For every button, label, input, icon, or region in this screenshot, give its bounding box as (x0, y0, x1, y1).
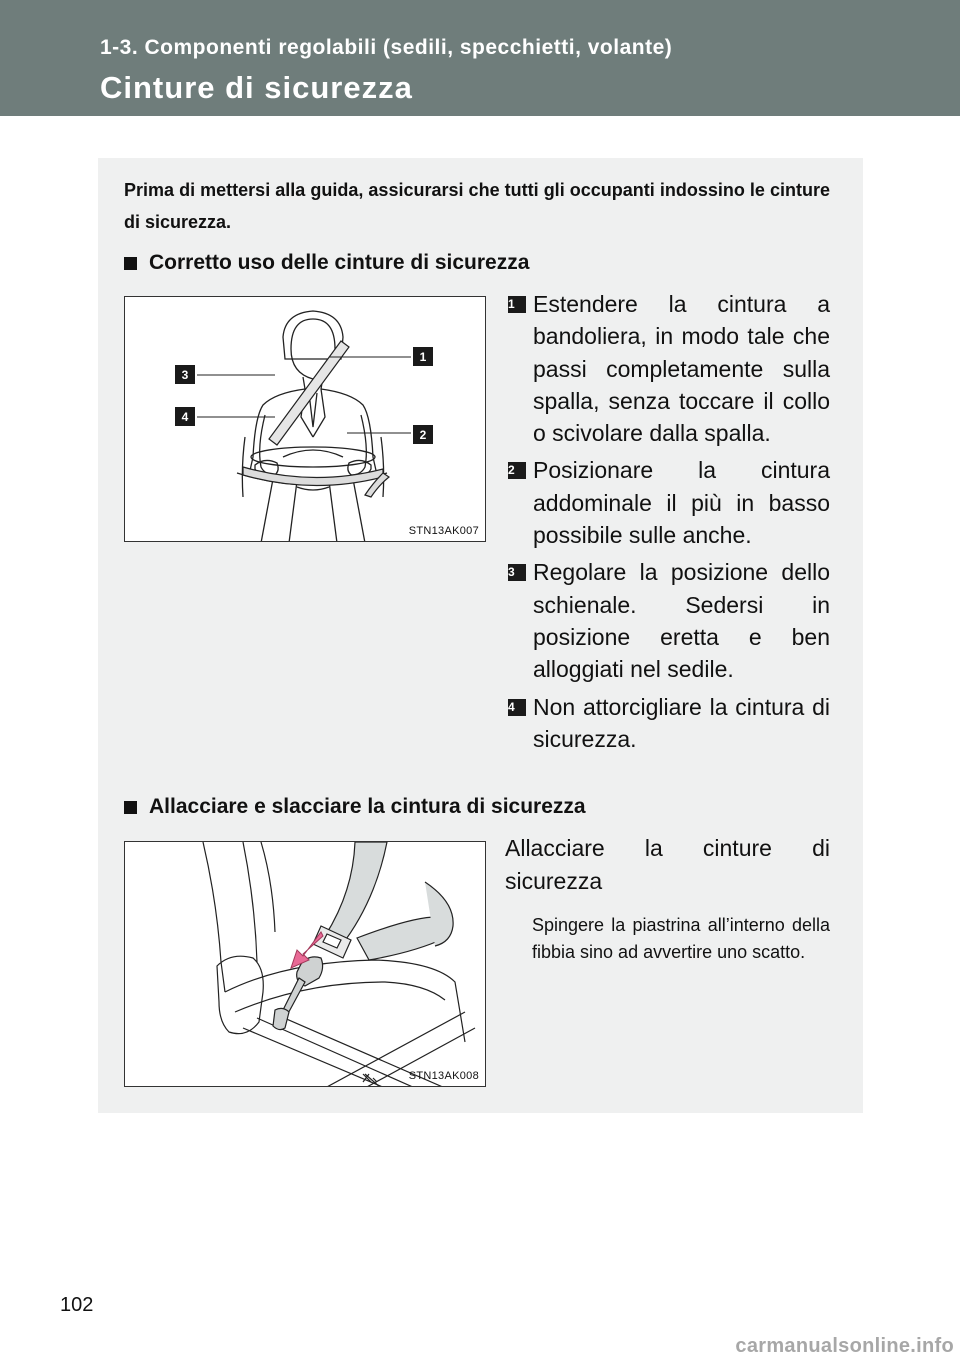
callout-badge-3 (175, 365, 195, 384)
svg-text:2: 2 (419, 428, 427, 442)
section2-heading (124, 795, 586, 819)
section1-heading (124, 251, 529, 275)
step-item (508, 556, 830, 685)
step-number-badge: 2 (508, 462, 526, 479)
svg-text:4: 4 (181, 410, 189, 424)
figure1-code: STN13AK007 (408, 525, 479, 537)
step-number-badge: 1 (508, 296, 526, 313)
svg-text:1: 1 (419, 350, 427, 364)
steps-list (508, 288, 830, 760)
figure2-code: STN13AK008 (408, 1070, 479, 1082)
page-title: Cinture di sicurezza (100, 70, 413, 105)
figure-seated-occupant (124, 296, 486, 542)
step-text: Posizionare la cintura addominale il più in basso possibile sulle anche. (533, 457, 830, 549)
figure-buckle-insertion (124, 841, 486, 1087)
fasten-note: Spingere la piastrina all’interno della fibbia sino ad avvertire uno scatto. (532, 915, 830, 962)
callout-badge-4 (175, 407, 195, 426)
intro-text: Prima di mettersi alla guida, assicurarsi che tutti gli occupanti indossino le cinture di sicurezza. (124, 180, 830, 232)
watermark-text: carmanualsonline.info (735, 1335, 954, 1357)
step-number-badge: 3 (508, 564, 526, 581)
step-text: Regolare la posizione dello schienale. Sedersi in posizione eretta e ben alloggiati nel sedile. (533, 559, 830, 683)
seated-occupant-illustration (125, 297, 486, 542)
buckle-illustration (125, 842, 486, 1087)
step-item (508, 691, 830, 756)
svg-text:3: 3 (181, 368, 189, 382)
square-bullet-icon (124, 257, 137, 270)
section-title: 1-3. Componenti regolabili (sedili, specchietti, volante) (100, 36, 673, 59)
fasten-subtitle: Allacciare la cinture di sicurezza (505, 835, 830, 894)
step-number-badge: 4 (508, 699, 526, 716)
step-text: Estendere la cintura a bandoliera, in modo tale che passi completamente sulla spalla, senza toccare il collo o scivolare dalla spalla. (533, 291, 830, 447)
header-band (0, 0, 960, 116)
section2-heading-text: Allacciare e slacciare la cintura di sicurezza (149, 795, 586, 818)
callout-badge-2 (413, 425, 433, 444)
page-number: 102 (60, 1294, 94, 1316)
section1-heading-text: Corretto uso delle cinture di sicurezza (149, 251, 530, 274)
callout-badge-1 (413, 347, 433, 366)
square-bullet-icon (124, 801, 137, 814)
step-item (508, 288, 830, 449)
step-item (508, 454, 830, 551)
step-text: Non attorcigliare la cintura di sicurezza. (533, 693, 830, 752)
